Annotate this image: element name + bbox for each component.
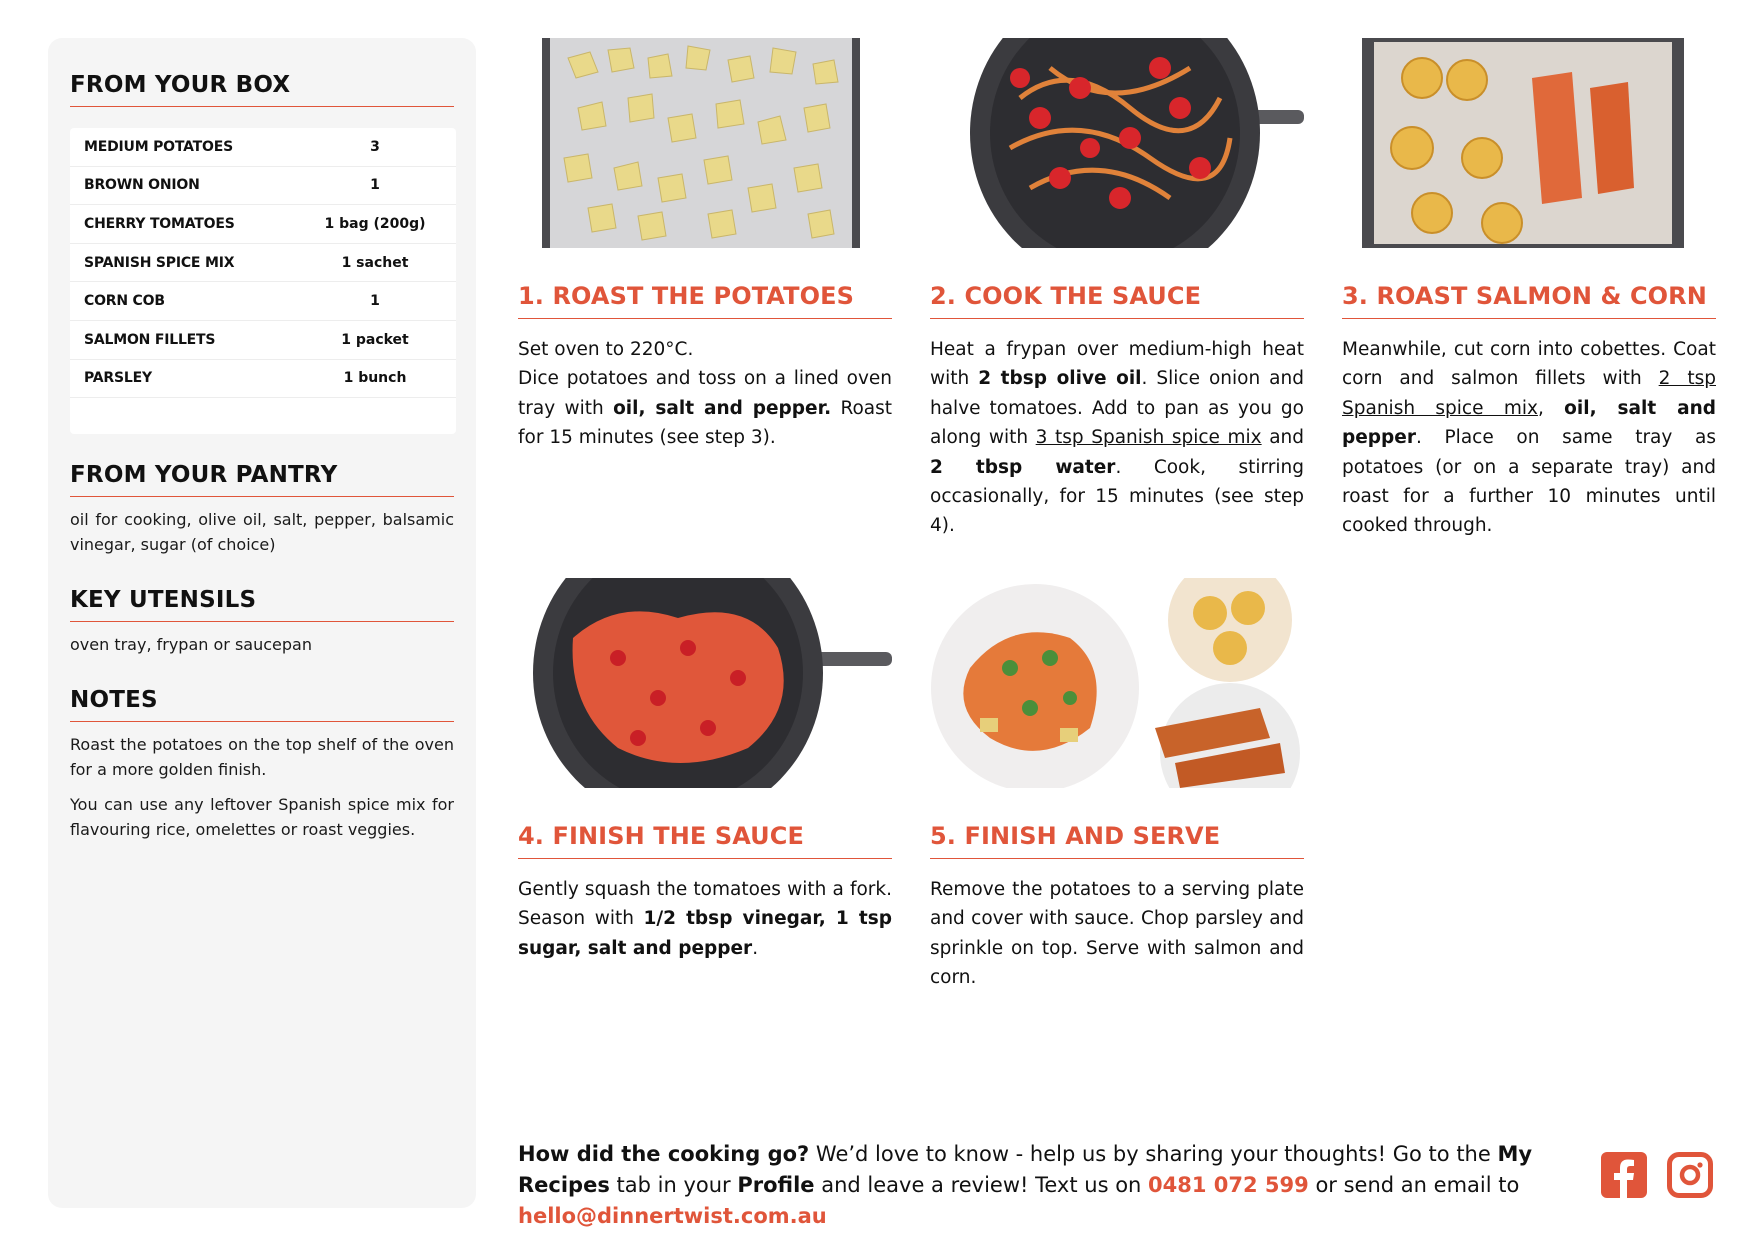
ingredient-name: CHERRY TOMATOES: [84, 215, 235, 232]
table-row: [70, 128, 456, 167]
step-4: [518, 578, 892, 963]
footer-my-recipes: My Recipes: [518, 1142, 1533, 1197]
footer-email-link[interactable]: hello@dinnertwist.com.au: [518, 1204, 827, 1228]
step-text-underlined: 2 tsp Spanish spice mix: [1342, 368, 1716, 419]
step-text-bold: 2 tbsp water: [930, 456, 1116, 478]
potatoes-on-tray-photo: [518, 38, 892, 248]
table-row: [70, 244, 456, 283]
footer-question: How did the cooking go?: [518, 1142, 810, 1166]
ingredient-name: MEDIUM POTATOES: [84, 138, 233, 155]
ingredient-name: SPANISH SPICE MIX: [84, 254, 235, 271]
step-text: [930, 335, 1304, 541]
step-title: 3. ROAST SALMON & CORN: [1342, 282, 1716, 319]
key-utensils-heading: KEY UTENSILS: [70, 587, 454, 622]
from-your-pantry-heading: FROM YOUR PANTRY: [70, 462, 454, 497]
step-text: [518, 875, 892, 963]
table-row: [70, 321, 456, 360]
footer-text: We’d love to know - help us by sharing your thoughts! Go to the: [809, 1142, 1498, 1166]
step-text: [518, 335, 892, 453]
step-2: [930, 38, 1304, 541]
ingredients-table: [70, 128, 456, 434]
step-text-part: Set oven to 220°C.: [518, 339, 694, 360]
ingredient-qty: 1: [370, 293, 380, 310]
table-row: [70, 282, 456, 321]
step-text-part: ,: [1537, 397, 1565, 419]
step-text-part: Dice potatoes and toss on a lined oven tray with: [518, 368, 892, 419]
footer-phone-link[interactable]: 0481 072 599: [1148, 1173, 1309, 1197]
ingredient-qty: 1: [370, 177, 380, 194]
ingredient-qty: 1 bag (200g): [324, 215, 426, 232]
step-text: [930, 875, 1304, 993]
step-text-part: Heat a frypan over medium-high heat with: [930, 339, 1304, 390]
ingredient-qty: 3: [370, 138, 380, 155]
step-5: [930, 578, 1304, 993]
step-text-part: . Slice onion and halve tomatoes. Add to pan as you go along with: [930, 368, 1304, 449]
step-3: [1342, 38, 1716, 541]
footer-profile: Profile: [737, 1173, 815, 1197]
step-text: [1342, 335, 1716, 541]
step-text-part: .: [752, 937, 759, 959]
note-2: You can use any leftover Spanish spice mix for flavouring rice, omelettes or roast veggies.: [70, 795, 454, 839]
step-text-part: Meanwhile, cut corn into cobettes. Coat corn and salmon fillets with: [1342, 339, 1716, 390]
notes-heading: NOTES: [70, 687, 454, 722]
step-title: 5. FINISH AND SERVE: [930, 822, 1304, 859]
utensils-text: oven tray, frypan or saucepan: [70, 635, 312, 654]
step-text-part: Gently squash the tomatoes with a fork. Season with: [518, 879, 892, 930]
ingredient-name: CORN COB: [84, 293, 165, 310]
from-your-box-heading: FROM YOUR BOX: [70, 72, 454, 107]
step-text-underlined: 3 tsp Spanish spice mix: [1035, 427, 1262, 449]
ingredient-name: SALMON FILLETS: [84, 331, 216, 348]
pantry-text: oil for cooking, olive oil, salt, pepper, balsamic vinegar, sugar (of choice): [70, 510, 454, 554]
step-title: 4. FINISH THE SAUCE: [518, 822, 892, 859]
table-row: [70, 360, 456, 399]
ingredient-name: BROWN ONION: [84, 177, 200, 194]
step-1: [518, 38, 892, 453]
step-text-part: Roast for 15 minutes (see step 3).: [518, 397, 893, 449]
step-text-part: and: [1261, 427, 1305, 449]
sidebar: [48, 38, 476, 1208]
ingredient-qty: 1 bunch: [343, 370, 407, 387]
footer-text: or send an email to: [1308, 1173, 1520, 1197]
step-text-bold: 1/2 tbsp vinegar, 1 tsp sugar, salt and pepper: [518, 908, 892, 959]
ingredient-qty: 1 sachet: [341, 254, 409, 271]
footer-text: tab in your: [609, 1173, 738, 1197]
served-plate-photo: [930, 578, 1304, 788]
step-text-part: . Cook, stirring occasionally, for 15 minutes (see step 4).: [930, 456, 1304, 537]
step-text-bold: oil, salt and pepper: [1342, 397, 1716, 449]
salmon-corn-tray-photo: [1342, 38, 1716, 248]
feedback-footer: [518, 1139, 1578, 1232]
instagram-icon[interactable]: [1667, 1152, 1713, 1198]
step-text-part: . Place on same tray as potatoes (or on a separate tray) and roast for a further 10 minutes until cooked through.: [1342, 427, 1716, 537]
table-row: [70, 167, 456, 206]
step-text-bold: 2 tbsp olive oil: [978, 368, 1142, 390]
finished-sauce-photo: [518, 578, 892, 788]
ingredient-name: PARSLEY: [84, 370, 152, 387]
sauce-in-frypan-photo: [930, 38, 1304, 248]
note-1: Roast the potatoes on the top shelf of the oven for a more golden finish.: [70, 735, 454, 779]
table-row: [70, 205, 456, 244]
step-title: 1. ROAST THE POTATOES: [518, 282, 892, 319]
step-text-part: Remove the potatoes to a serving plate and cover with sauce. Chop parsley and sprinkle on top. Serve with salmon and corn.: [930, 879, 1304, 989]
step-text-bold: oil, salt and pepper.: [613, 397, 832, 419]
step-title: 2. COOK THE SAUCE: [930, 282, 1304, 319]
footer-text: and leave a review! Text us on: [814, 1173, 1149, 1197]
facebook-icon[interactable]: [1601, 1152, 1647, 1198]
ingredient-qty: 1 packet: [341, 331, 409, 348]
